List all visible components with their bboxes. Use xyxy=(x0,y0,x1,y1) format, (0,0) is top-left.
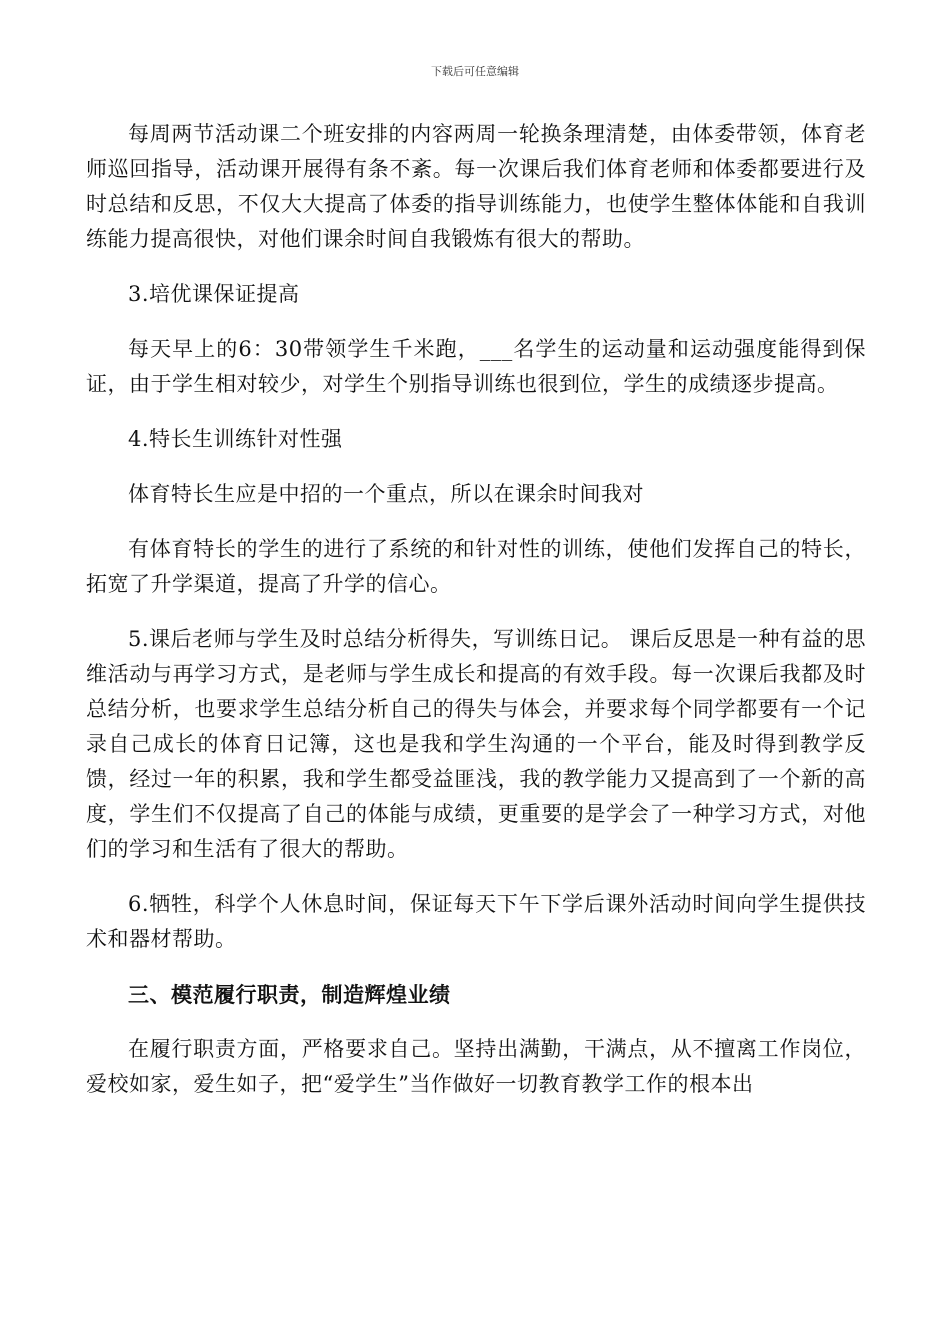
paragraph-duties: 在履行职责方面，严格要求自己。坚持出满勤，干满点，从不擅离工作岗位，爱校如家，爱生如子，把“爱学生”当作做好一切教育教学工作的根本出 xyxy=(86,1037,866,1096)
paragraph-morning-run: 每天早上的6：30带领学生千米跑，___名学生的运动量和运动强度能得到保证，由于学生相对较少，对学生个别指导训练也很到位，学生的成绩逐步提高。 xyxy=(86,337,866,396)
document-body xyxy=(86,117,866,1122)
paragraph-specialty-training: 有体育特长的学生的进行了系统的和针对性的训练，使他们发挥自己的特长，拓宽了升学渠道，提高了升学的信心。 xyxy=(86,537,866,596)
page-header: 下载后可任意编辑 xyxy=(431,65,519,78)
paragraph-specialty-intro: 体育特长生应是中招的一个重点，所以在课余时间我对 xyxy=(128,482,644,506)
paragraph-reflection: 5.课后老师与学生及时总结分析得失，写训练日记。 课后反思是一种有益的思维活动与再学习方式，是老师与学生成长和提高的有效手段。每一次课后我都及时总结分析，也要求学生总结分析自己的得失与体会，并要求每个同学都要有一个记录自己成长的体育日记簿，这也是我和学生沟通的一个平台，能及时得到教学反馈，经过一年的积累，我和学生都受益匪浅，我的教学能力又提高到了一个新的高度，学生们不仅提高了自己的体能与成绩，更重要的是学会了一种学习方式，对他们的学习和生活有了很大的帮助。 xyxy=(86,627,866,861)
item-heading-3: 3.培优课保证提高 xyxy=(128,282,300,306)
paragraph-activity-class: 每周两节活动课二个班安排的内容两周一轮换条理清楚，由体委带领，体育老师巡回指导，活动课开展得有条不紊。每一次课后我们体育老师和体委都要进行及时总结和反思，不仅大大提高了体委的指导训练能力，也使学生整体体能和自我训练能力提高很快，对他们课余时间自我锻炼有很大的帮助。 xyxy=(86,122,866,251)
paragraph-sacrifice: 6.牺牲，科学个人休息时间，保证每天下午下学后课外活动时间向学生提供技术和器材帮助。 xyxy=(86,892,866,951)
item-heading-4: 4.特长生训练针对性强 xyxy=(128,427,343,451)
section-heading-3: 三、模范履行职责，制造辉煌业绩 xyxy=(128,982,451,1007)
